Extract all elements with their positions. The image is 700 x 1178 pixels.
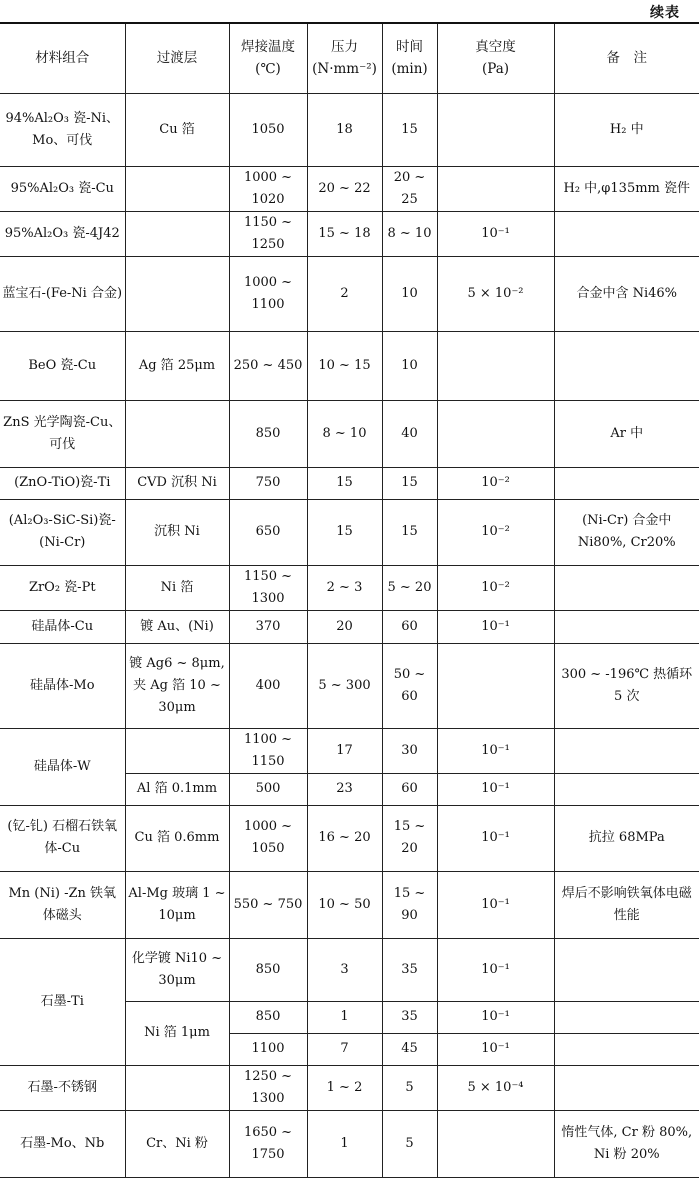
cell-pressure: 15 ~ 18	[307, 211, 382, 256]
cell-interlayer: Cu 箔	[125, 93, 229, 166]
cell-note: 合金中含 Ni46%	[554, 256, 699, 331]
header-temperature: 焊接温度 (℃)	[229, 23, 307, 93]
cell-vacuum: 10⁻¹	[437, 1033, 554, 1065]
cell-material: 95%Al₂O₃ 瓷-Cu	[0, 166, 125, 211]
cell-temperature: 1100	[229, 1033, 307, 1065]
header-pressure: 压力 (N·mm⁻²)	[307, 23, 382, 93]
cell-note	[554, 331, 699, 400]
cell-vacuum: 10⁻²	[437, 499, 554, 565]
cell-temperature: 1150 ~ 1250	[229, 211, 307, 256]
cell-note	[554, 938, 699, 1001]
cell-temperature: 1100 ~ 1150	[229, 728, 307, 773]
cell-interlayer	[125, 166, 229, 211]
cell-interlayer: Ni 箔	[125, 565, 229, 610]
cell-temperature: 550 ~ 750	[229, 871, 307, 938]
cell-vacuum: 5 × 10⁻²	[437, 256, 554, 331]
cell-time: 5	[382, 1110, 437, 1177]
cell-pressure: 7	[307, 1033, 382, 1065]
cell-material: 石墨-不锈钢	[0, 1065, 125, 1110]
cell-interlayer: Al 箔 0.1mm	[125, 773, 229, 805]
cell-material: 蓝宝石-(Fe-Ni 合金)	[0, 256, 125, 331]
cell-vacuum: 10⁻¹	[437, 610, 554, 643]
cell-interlayer	[125, 728, 229, 773]
cell-interlayer: 沉积 Ni	[125, 499, 229, 565]
cell-material: (ZnO-TiO)瓷-Ti	[0, 467, 125, 499]
cell-pressure: 18	[307, 93, 382, 166]
cell-pressure: 23	[307, 773, 382, 805]
cell-note	[554, 211, 699, 256]
cell-temperature: 1050	[229, 93, 307, 166]
cell-vacuum	[437, 166, 554, 211]
cell-time: 10	[382, 331, 437, 400]
cell-vacuum: 10⁻¹	[437, 773, 554, 805]
cell-material: Mn (Ni) -Zn 铁氧体磁头	[0, 871, 125, 938]
cell-interlayer: 镀 Au、(Ni)	[125, 610, 229, 643]
table-row	[0, 643, 699, 728]
cell-pressure: 10 ~ 15	[307, 331, 382, 400]
cell-vacuum: 10⁻¹	[437, 871, 554, 938]
cell-note: 抗拉 68MPa	[554, 805, 699, 871]
cell-time: 35	[382, 938, 437, 1001]
cell-time: 5 ~ 20	[382, 565, 437, 610]
table-row	[0, 166, 699, 211]
cell-pressure: 2 ~ 3	[307, 565, 382, 610]
header-time: 时间 (min)	[382, 23, 437, 93]
cell-time: 60	[382, 773, 437, 805]
cell-time: 15	[382, 499, 437, 565]
cell-note: 300 ~ -196℃ 热循环 5 次	[554, 643, 699, 728]
cell-temperature: 850	[229, 400, 307, 467]
cell-vacuum: 10⁻¹	[437, 805, 554, 871]
cell-pressure: 20	[307, 610, 382, 643]
cell-temperature: 1000 ~ 1050	[229, 805, 307, 871]
header-note: 备 注	[554, 23, 699, 93]
cell-time: 60	[382, 610, 437, 643]
cell-note: 焊后不影响铁氧体电磁性能	[554, 871, 699, 938]
cell-vacuum	[437, 93, 554, 166]
cell-material: ZrO₂ 瓷-Pt	[0, 565, 125, 610]
cell-material: (Al₂O₃-SiC-Si)瓷-(Ni-Cr)	[0, 499, 125, 565]
cell-pressure: 15	[307, 467, 382, 499]
cell-pressure: 1 ~ 2	[307, 1065, 382, 1110]
cell-temperature: 1150 ~ 1300	[229, 565, 307, 610]
cell-note: (Ni-Cr) 合金中 Ni80%, Cr20%	[554, 499, 699, 565]
cell-temperature: 500	[229, 773, 307, 805]
cell-vacuum	[437, 331, 554, 400]
cell-interlayer: Cu 箔 0.6mm	[125, 805, 229, 871]
cell-note	[554, 1065, 699, 1110]
cell-temperature: 370	[229, 610, 307, 643]
cell-note	[554, 610, 699, 643]
cell-material: 石墨-Ti	[0, 938, 125, 1065]
table-row	[0, 256, 699, 331]
cell-pressure: 17	[307, 728, 382, 773]
cell-pressure: 15	[307, 499, 382, 565]
cell-time: 15	[382, 467, 437, 499]
cell-time: 10	[382, 256, 437, 331]
cell-time: 30	[382, 728, 437, 773]
cell-interlayer: CVD 沉积 Ni	[125, 467, 229, 499]
cell-note: H₂ 中	[554, 93, 699, 166]
cell-interlayer: 化学镀 Ni10 ~ 30μm	[125, 938, 229, 1001]
table-row	[0, 467, 699, 499]
cell-time: 35	[382, 1001, 437, 1033]
cell-temperature: 250 ~ 450	[229, 331, 307, 400]
cell-pressure: 1	[307, 1001, 382, 1033]
header-material: 材料组合	[0, 23, 125, 93]
table-row	[0, 93, 699, 166]
cell-vacuum	[437, 1110, 554, 1177]
cell-vacuum: 10⁻²	[437, 467, 554, 499]
cell-note	[554, 467, 699, 499]
cell-pressure: 8 ~ 10	[307, 400, 382, 467]
continued-label: 续表	[650, 5, 680, 21]
cell-interlayer: Al-Mg 玻璃 1 ~ 10μm	[125, 871, 229, 938]
cell-time: 45	[382, 1033, 437, 1065]
cell-pressure: 1	[307, 1110, 382, 1177]
cell-pressure: 16 ~ 20	[307, 805, 382, 871]
cell-material: 95%Al₂O₃ 瓷-4J42	[0, 211, 125, 256]
table-row	[0, 1065, 699, 1110]
cell-temperature: 1000 ~ 1020	[229, 166, 307, 211]
cell-time: 5	[382, 1065, 437, 1110]
cell-temperature: 650	[229, 499, 307, 565]
cell-temperature: 1650 ~ 1750	[229, 1110, 307, 1177]
cell-material: 硅晶体-W	[0, 728, 125, 805]
cell-pressure: 20 ~ 22	[307, 166, 382, 211]
header-interlayer: 过渡层	[125, 23, 229, 93]
cell-note	[554, 773, 699, 805]
cell-note	[554, 1033, 699, 1065]
cell-vacuum	[437, 643, 554, 728]
cell-time: 15	[382, 93, 437, 166]
cell-interlayer: Cr、Ni 粉	[125, 1110, 229, 1177]
table-row	[0, 805, 699, 871]
table-row	[0, 565, 699, 610]
cell-temperature: 1250 ~ 1300	[229, 1065, 307, 1110]
cell-vacuum: 10⁻¹	[437, 211, 554, 256]
cell-interlayer: Ag 箔 25μm	[125, 331, 229, 400]
cell-interlayer: 镀 Ag6 ~ 8μm, 夹 Ag 箔 10 ~ 30μm	[125, 643, 229, 728]
header-vacuum: 真空度 (Pa)	[437, 23, 554, 93]
cell-temperature: 850	[229, 1001, 307, 1033]
cell-temperature: 1000 ~ 1100	[229, 256, 307, 331]
cell-temperature: 400	[229, 643, 307, 728]
cell-interlayer	[125, 211, 229, 256]
cell-vacuum: 10⁻¹	[437, 938, 554, 1001]
table-row	[0, 728, 699, 773]
table-row	[0, 400, 699, 467]
cell-pressure: 10 ~ 50	[307, 871, 382, 938]
cell-vacuum: 10⁻¹	[437, 728, 554, 773]
cell-interlayer	[125, 400, 229, 467]
cell-note	[554, 1001, 699, 1033]
cell-time: 15 ~ 20	[382, 805, 437, 871]
welding-parameters-table	[0, 22, 699, 1178]
table-row	[0, 938, 699, 1001]
cell-temperature: 750	[229, 467, 307, 499]
cell-interlayer: Ni 箔 1μm	[125, 1001, 229, 1065]
cell-interlayer	[125, 256, 229, 331]
cell-vacuum: 5 × 10⁻⁴	[437, 1065, 554, 1110]
cell-vacuum: 10⁻¹	[437, 1001, 554, 1033]
cell-time: 50 ~ 60	[382, 643, 437, 728]
table-row	[0, 499, 699, 565]
cell-interlayer	[125, 1065, 229, 1110]
cell-time: 8 ~ 10	[382, 211, 437, 256]
cell-material: 石墨-Mo、Nb	[0, 1110, 125, 1177]
cell-note: 惰性气体, Cr 粉 80%, Ni 粉 20%	[554, 1110, 699, 1177]
table-row	[0, 1110, 699, 1177]
cell-time: 15 ~ 90	[382, 871, 437, 938]
table-row	[0, 610, 699, 643]
cell-vacuum	[437, 400, 554, 467]
cell-pressure: 2	[307, 256, 382, 331]
cell-pressure: 3	[307, 938, 382, 1001]
cell-material: 硅晶体-Mo	[0, 643, 125, 728]
cell-material: 94%Al₂O₃ 瓷-Ni、Mo、可伐	[0, 93, 125, 166]
cell-temperature: 850	[229, 938, 307, 1001]
cell-note	[554, 565, 699, 610]
cell-material: ZnS 光学陶瓷-Cu、可伐	[0, 400, 125, 467]
cell-pressure: 5 ~ 300	[307, 643, 382, 728]
table-row	[0, 871, 699, 938]
table-row	[0, 331, 699, 400]
cell-material: (钇-钆) 石榴石铁氧体-Cu	[0, 805, 125, 871]
header-row	[0, 23, 699, 93]
cell-time: 20 ~ 25	[382, 166, 437, 211]
cell-note: H₂ 中,φ135mm 瓷件	[554, 166, 699, 211]
cell-material: 硅晶体-Cu	[0, 610, 125, 643]
table-row	[0, 211, 699, 256]
cell-note: Ar 中	[554, 400, 699, 467]
cell-time: 40	[382, 400, 437, 467]
cell-material: BeO 瓷-Cu	[0, 331, 125, 400]
cell-note	[554, 728, 699, 773]
cell-vacuum: 10⁻²	[437, 565, 554, 610]
